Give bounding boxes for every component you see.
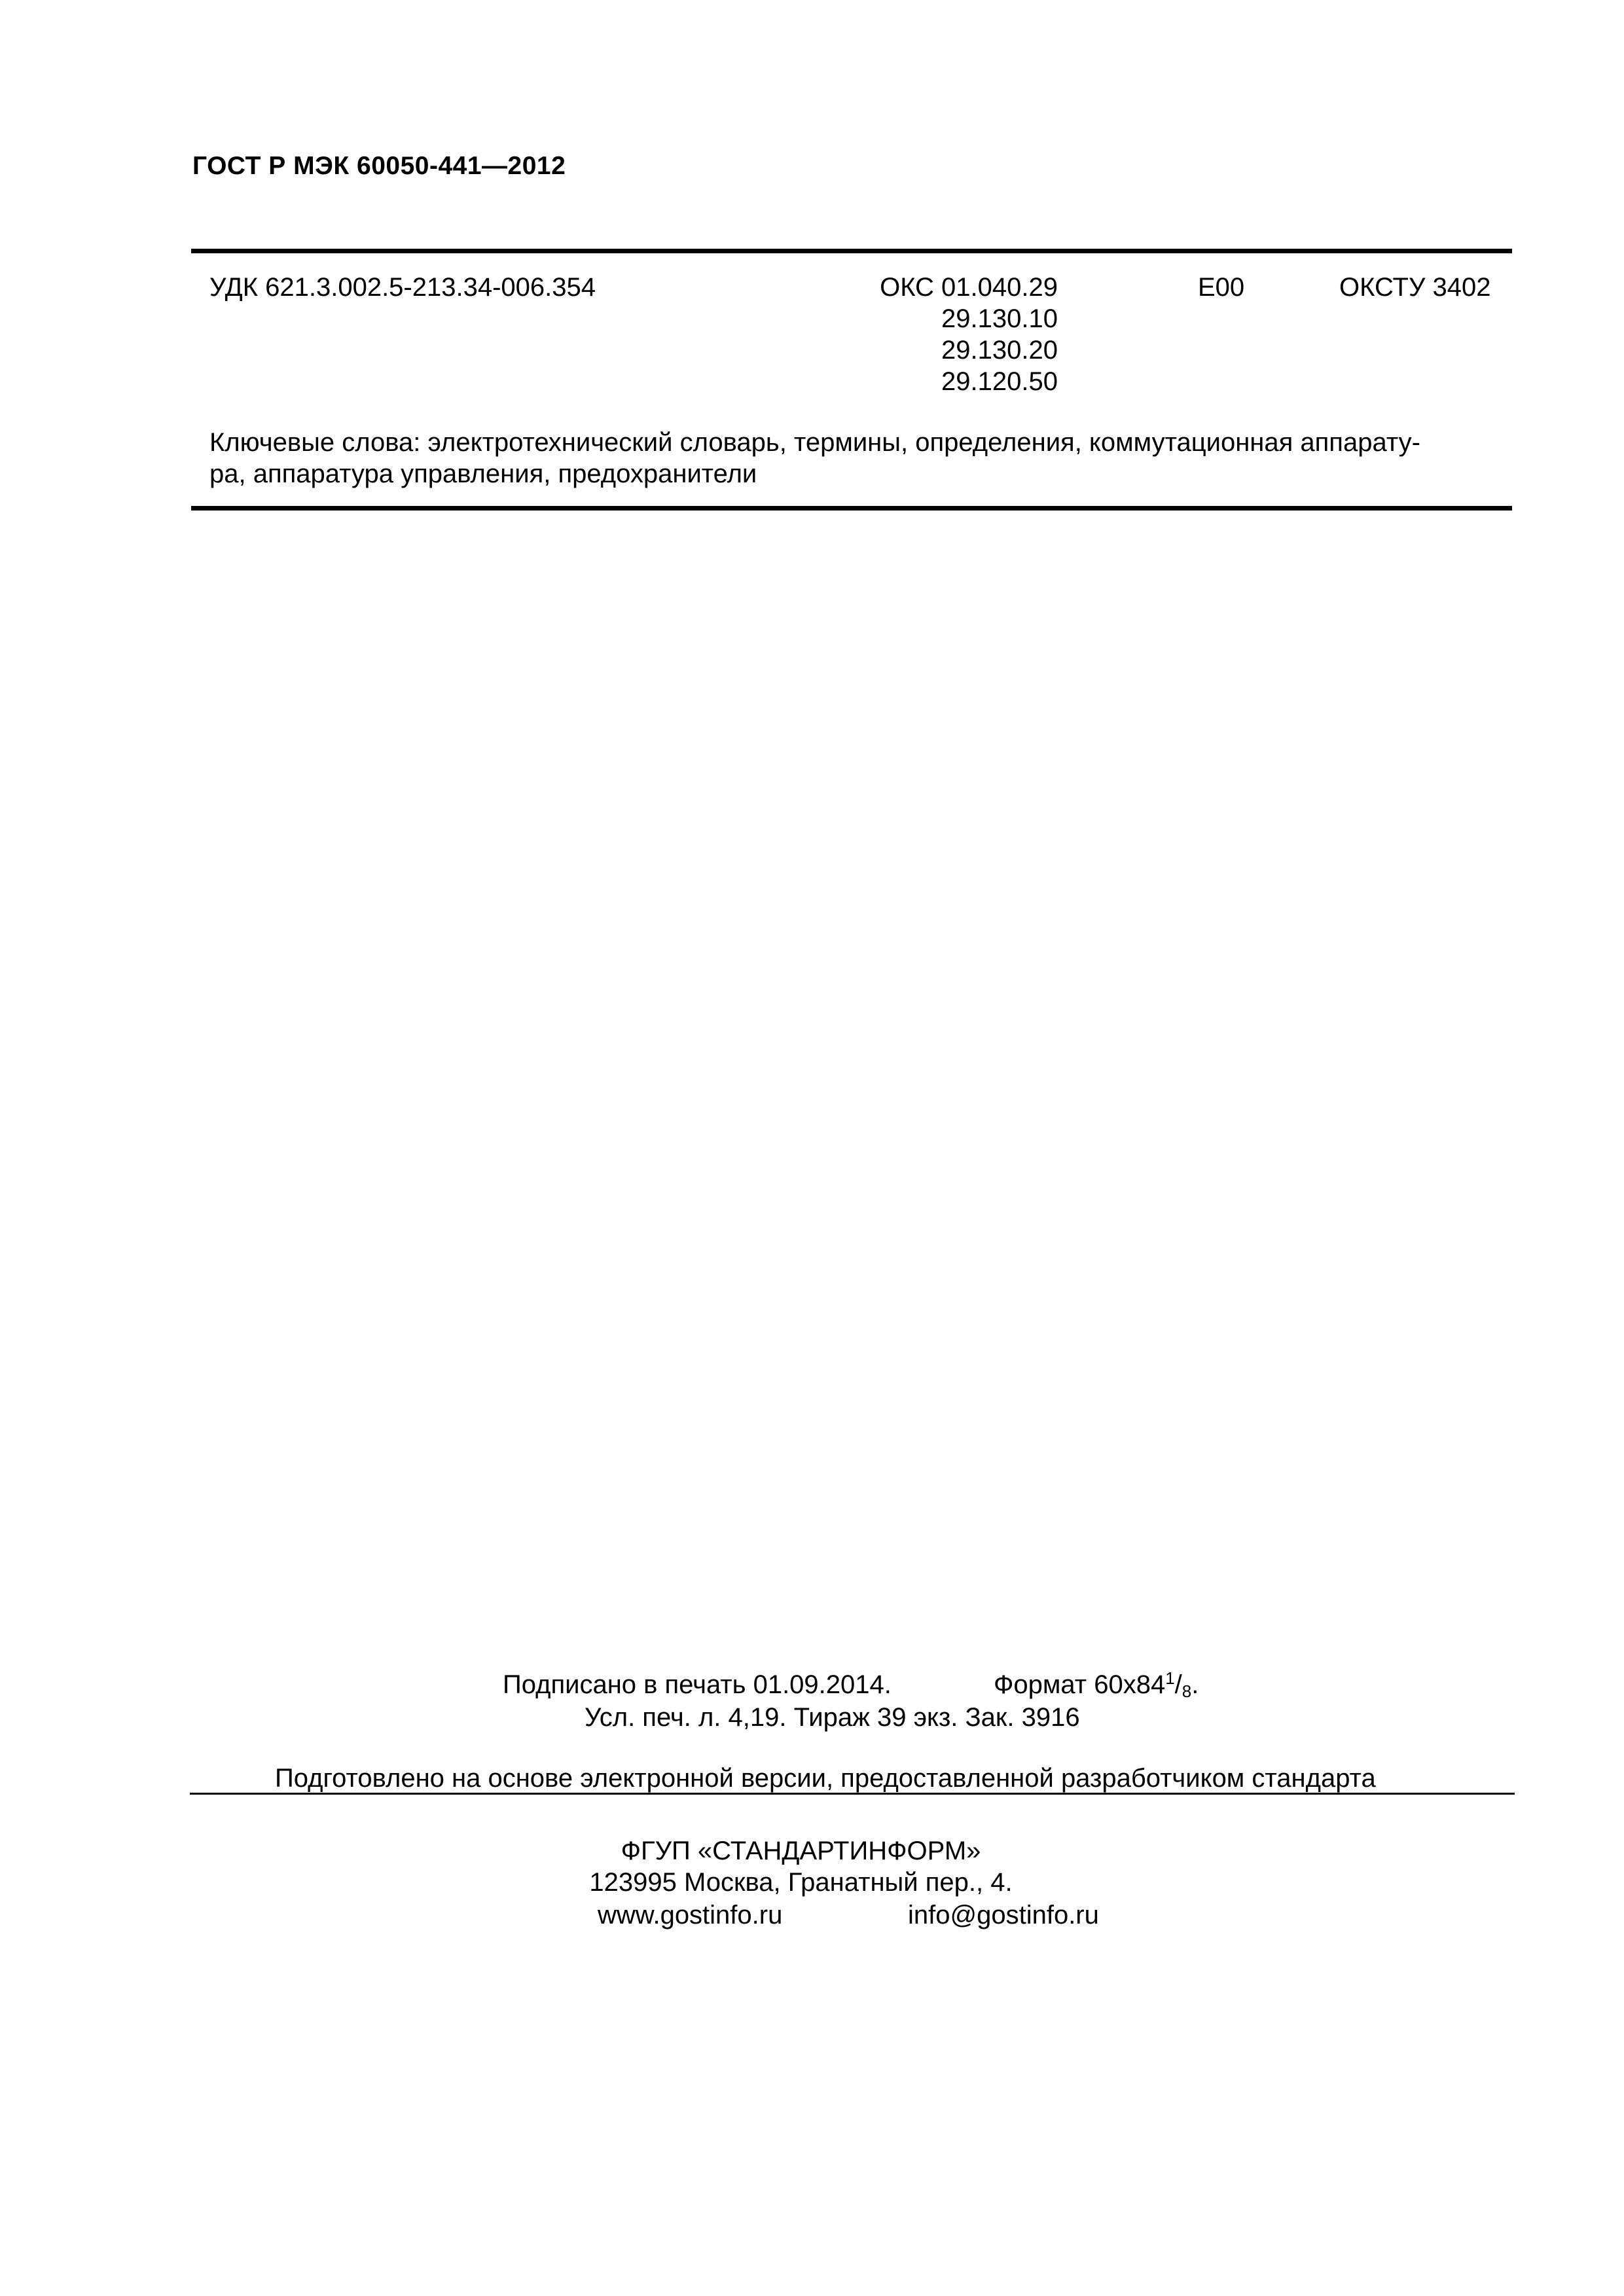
document-header: ГОСТ Р МЭК 60050-441—2012 xyxy=(192,152,566,180)
oks-code-line: 29.130.10 xyxy=(941,304,1058,333)
oks-code-line: ОКС 01.040.29 xyxy=(880,273,1058,302)
okstu-code: ОКСТУ 3402 xyxy=(1339,273,1491,302)
keywords-divider xyxy=(191,506,1512,511)
paper-format xyxy=(994,1669,1199,1700)
format-prefix: Формат 60х84 xyxy=(994,1670,1166,1699)
oks-code-line: 29.120.50 xyxy=(941,367,1058,396)
format-denominator: 8 xyxy=(1182,1681,1192,1701)
e-code: Е00 xyxy=(1198,273,1245,302)
keywords-line: Ключевые слова: электротехнический словарь, термины, определения, коммутационная аппарату- xyxy=(209,428,1420,457)
format-slash: / xyxy=(1174,1670,1182,1699)
signed-to-print: Подписано в печать 01.09.2014. xyxy=(503,1670,892,1699)
publisher-website: www.gostinfo.ru xyxy=(598,1901,783,1929)
print-specs: Усл. печ. л. 4,19. Тираж 39 экз. Зак. 3916 xyxy=(585,1703,1080,1732)
format-numerator: 1 xyxy=(1165,1668,1175,1688)
publisher-name: ФГУП «СТАНДАРТИНФОРМ» xyxy=(621,1837,981,1865)
oks-codes xyxy=(838,272,1058,397)
keywords xyxy=(209,427,1506,490)
format-suffix: . xyxy=(1191,1670,1199,1699)
prepared-note: Подготовлено на основе электронной версии, предоставленной разработчиком стандарта xyxy=(275,1764,1376,1793)
udk-code: УДК 621.3.002.5-213.34-006.354 xyxy=(209,273,596,302)
publisher-address: 123995 Москва, Гранатный пер., 4. xyxy=(589,1868,1013,1897)
top-divider xyxy=(191,249,1512,253)
publisher-email: info@gostinfo.ru xyxy=(908,1901,1099,1929)
imprint-divider xyxy=(190,1793,1515,1795)
oks-code-line: 29.130.20 xyxy=(941,336,1058,365)
keywords-line: ра, аппаратура управления, предохранители xyxy=(209,459,757,488)
